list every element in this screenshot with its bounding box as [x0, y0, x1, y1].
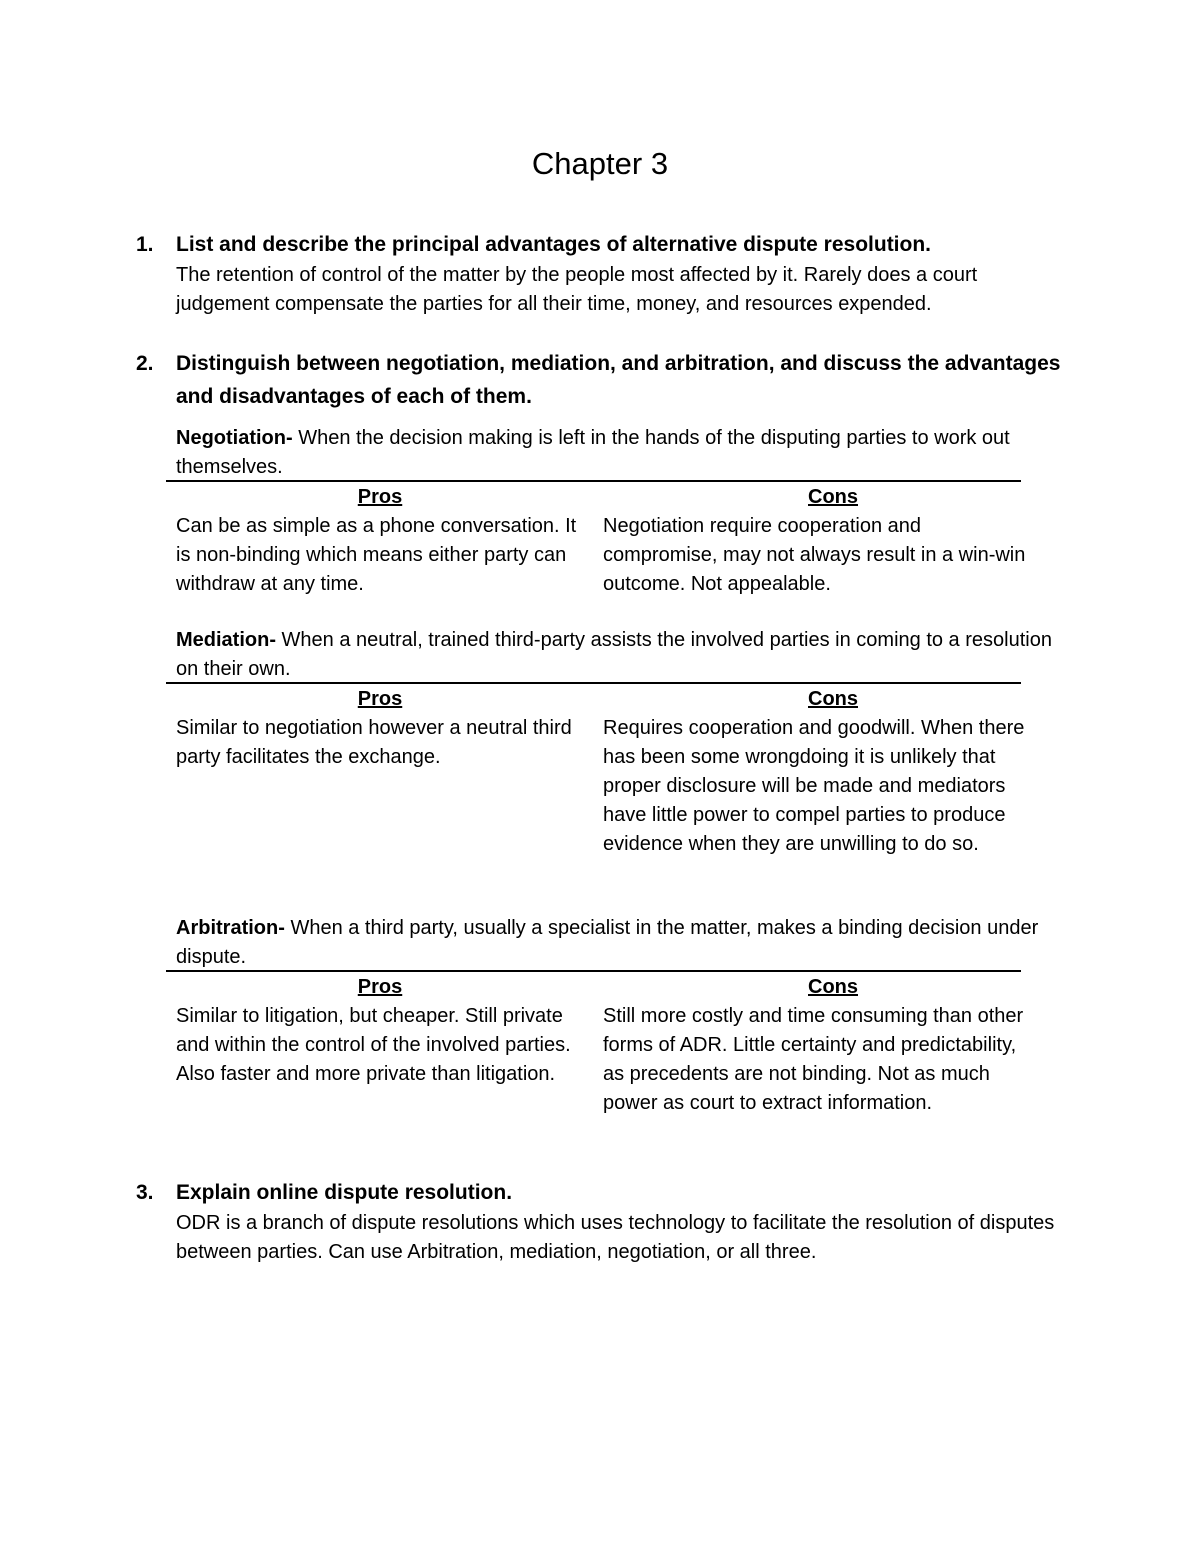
pros-header: Pros	[357, 976, 403, 998]
table-rule	[166, 480, 1021, 482]
method-term: Arbitration-	[176, 917, 285, 939]
cons-text: Still more costly and time consuming than other forms of ADR. Little certainty and predictability, as precedents are not binding. Not as much power as court to extract information.	[603, 1005, 1024, 1114]
table-rule	[166, 970, 1021, 972]
pros-column	[176, 973, 594, 1089]
question-number: 2.	[136, 352, 154, 375]
question-text: List and describe the principal advantages of alternative dispute resolution.	[176, 233, 932, 256]
method-term: Mediation-	[176, 629, 276, 651]
question-3	[136, 1176, 1066, 1267]
method-negotiation	[176, 424, 1056, 482]
question-text: Explain online dispute resolution.	[176, 1181, 513, 1204]
cons-text: Requires cooperation and goodwill. When there has been some wrongdoing it is unlikely that proper disclosure will be made and mediators have little power to compel parties to produce evidence when they are unwilling to do so.	[603, 717, 1025, 855]
method-definition: When a third party, usually a specialist in the matter, makes a binding decision under dispute.	[176, 917, 1039, 968]
pros-text: Similar to litigation, but cheaper. Still private and within the control of the involved parties. Also faster and more private than litigation.	[176, 1005, 571, 1085]
method-mediation	[176, 626, 1056, 684]
cons-column	[603, 483, 1033, 599]
question-1	[136, 228, 1066, 319]
method-term: Negotiation-	[176, 427, 293, 449]
method-definition: When a neutral, trained third-party assists the involved parties in coming to a resolution on their own.	[176, 629, 1052, 680]
pros-text: Can be as simple as a phone conversation. It is non-binding which means either party can withdraw at any time.	[176, 515, 577, 595]
question-text: Distinguish between negotiation, mediation, and arbitration, and discuss the advantages and disadvantages of each of them.	[176, 352, 1061, 408]
pros-column	[176, 483, 594, 599]
pros-column	[176, 685, 594, 772]
question-number: 3.	[136, 1181, 154, 1204]
pros-header: Pros	[357, 486, 403, 508]
question-number: 1.	[136, 233, 154, 256]
answer-text: The retention of control of the matter by the people most affected by it. Rarely does a court judgement compensate the parties for all their time, money, and resources expended.	[176, 264, 978, 315]
table-rule	[166, 682, 1021, 684]
method-definition: When the decision making is left in the hands of the disputing parties to work out themselves.	[176, 427, 1010, 478]
cons-header: Cons	[808, 976, 858, 998]
pros-text: Similar to negotiation however a neutral third party facilitates the exchange.	[176, 717, 572, 768]
cons-text: Negotiation require cooperation and compromise, may not always result in a win-win outcome. Not appealable.	[603, 515, 1026, 595]
cons-column	[603, 685, 1033, 859]
pros-header: Pros	[357, 688, 403, 710]
page-title: Chapter 3	[531, 146, 669, 181]
cons-column	[603, 973, 1033, 1118]
cons-header: Cons	[808, 688, 858, 710]
cons-header: Cons	[808, 486, 858, 508]
question-2	[136, 347, 1066, 413]
method-arbitration	[176, 914, 1056, 972]
answer-text: ODR is a branch of dispute resolutions which uses technology to facilitate the resolution of disputes between parties. Can use Arbitration, mediation, negotiation, or all three.	[176, 1212, 1055, 1263]
